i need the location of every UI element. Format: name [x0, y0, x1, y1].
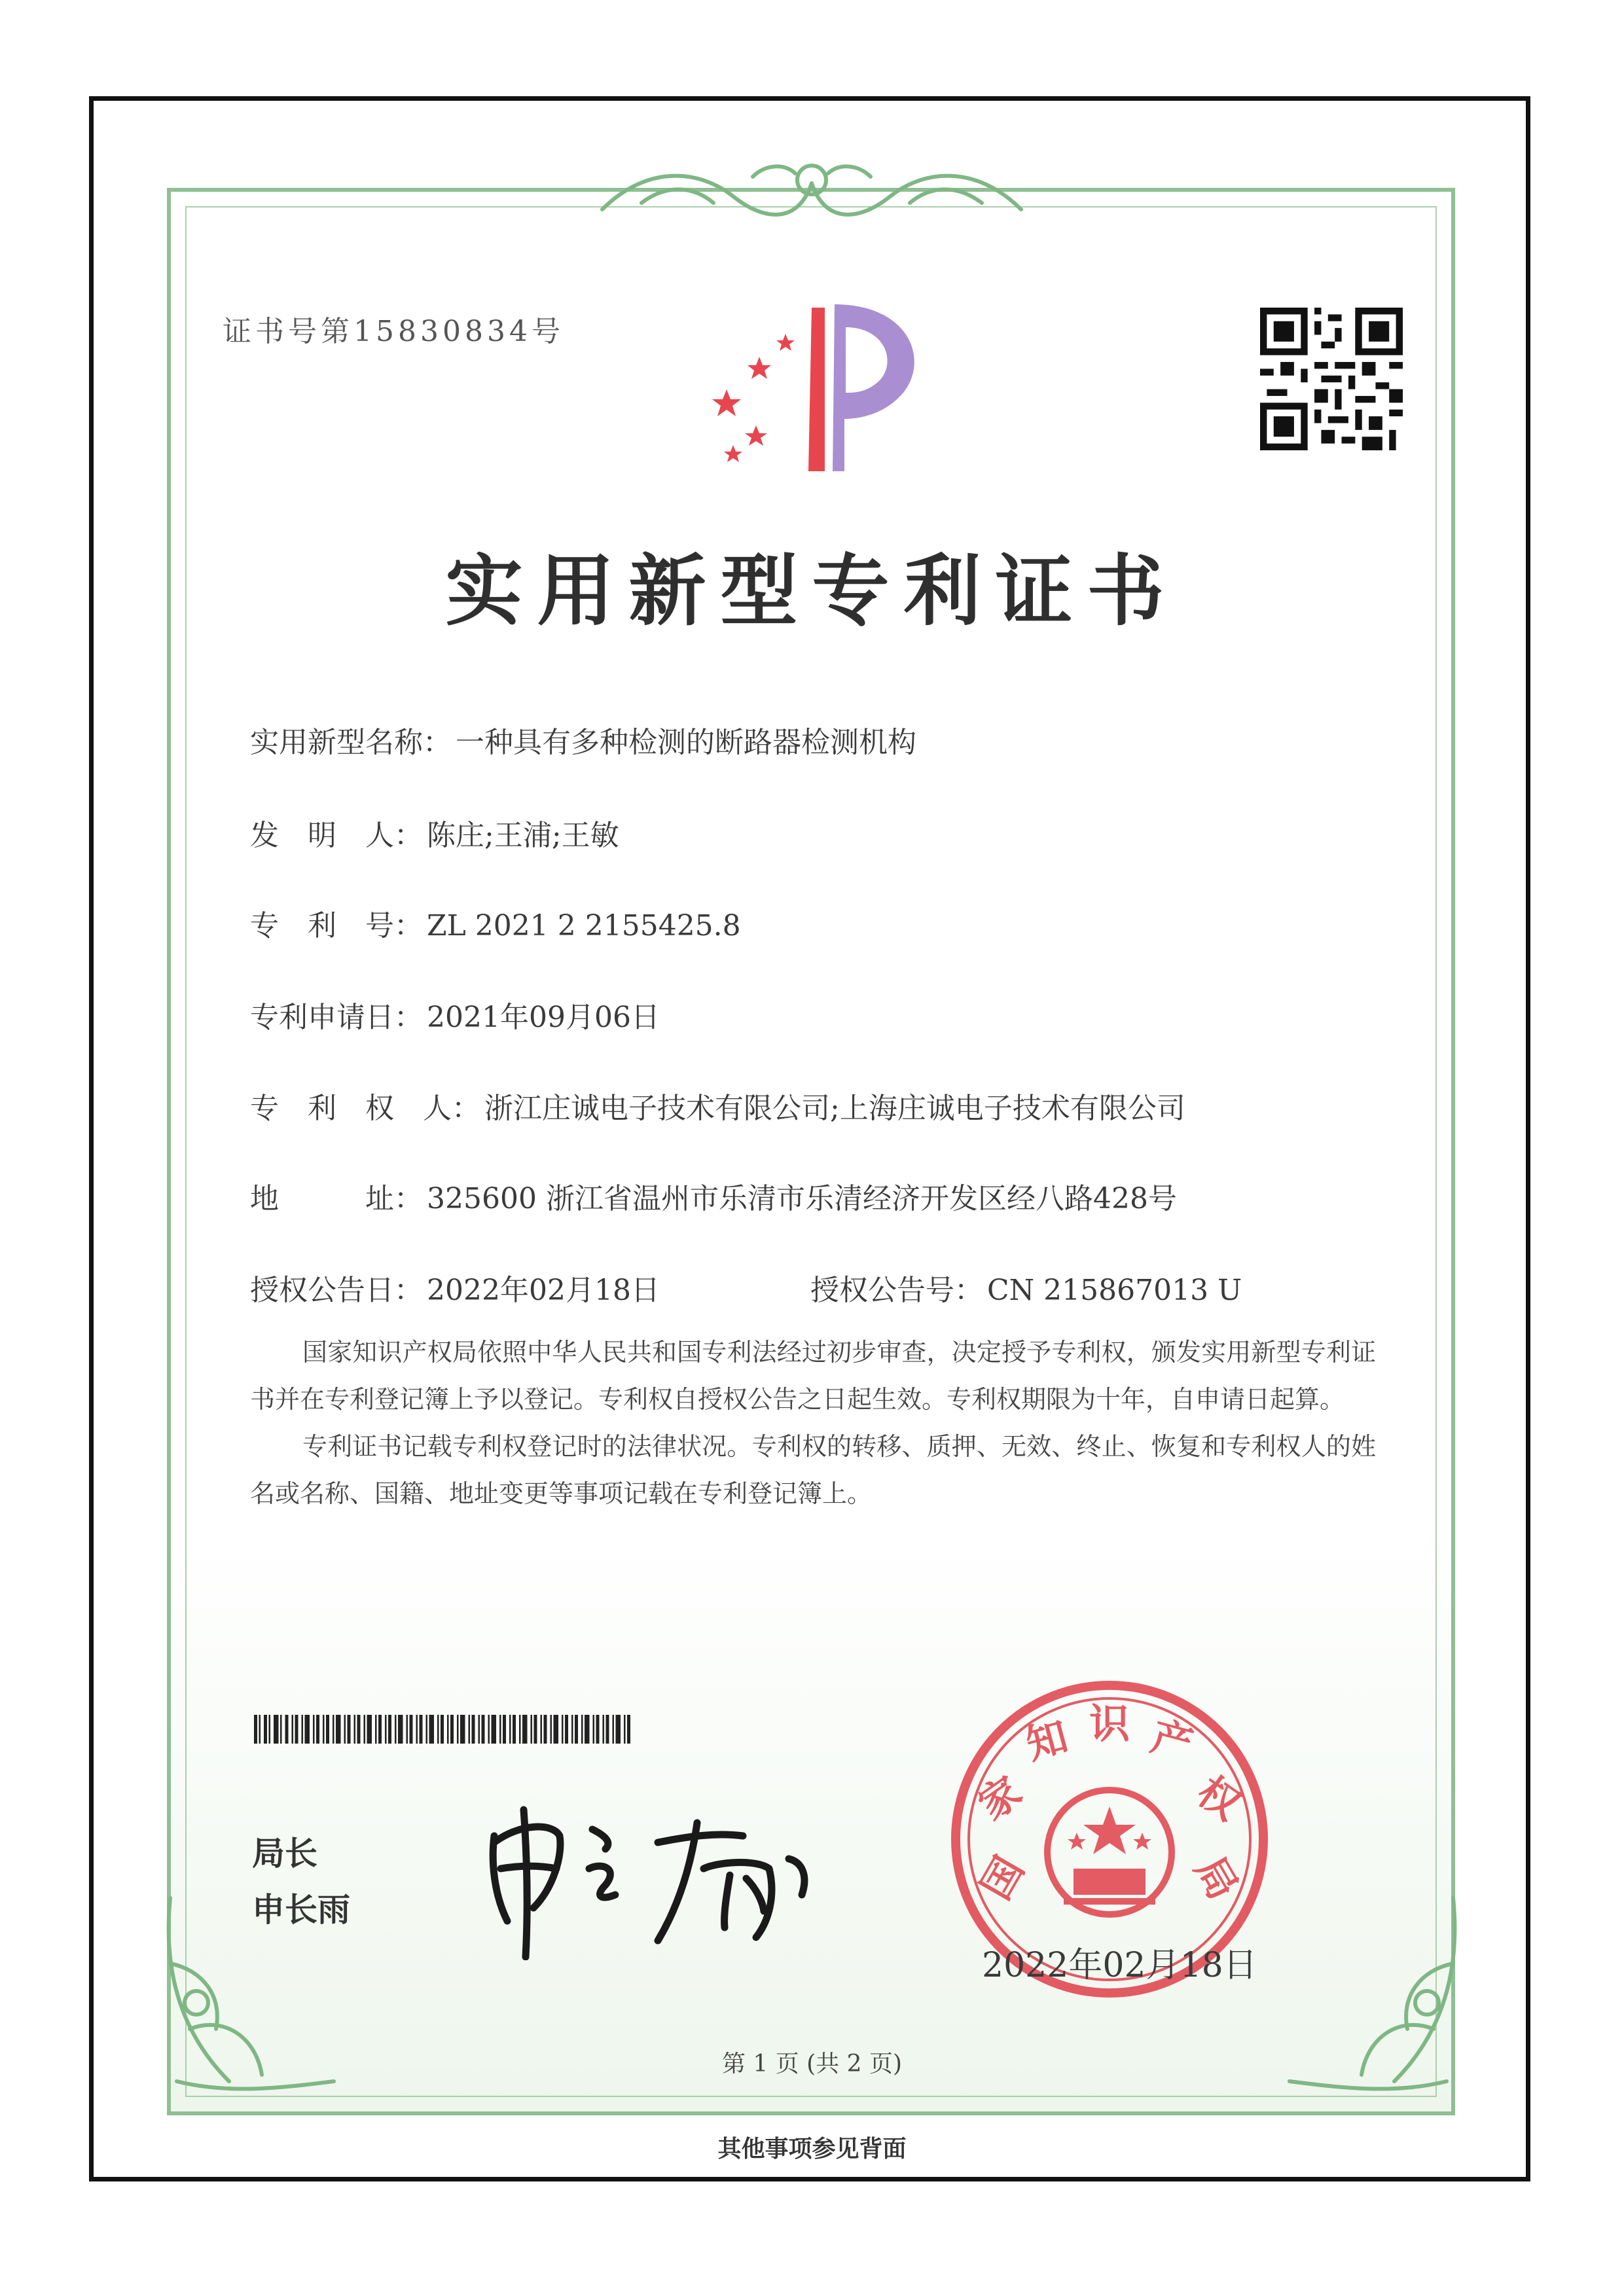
back-note: 其他事项参见背面 — [717, 2135, 907, 2162]
field-label: 专 利 号： — [250, 909, 423, 942]
field-label: 实用新型名称： — [250, 726, 452, 759]
legal-statement — [250, 1329, 1376, 1517]
qr-code-icon — [1260, 308, 1403, 450]
svg-text:国: 国 — [971, 1848, 1034, 1908]
page-indicator: 第 1 页 (共 2 页) — [721, 2051, 903, 2077]
field-label: 专 利 权 人： — [250, 1092, 480, 1125]
barcode-icon — [254, 1715, 630, 1744]
certificate-title: 实用新型专利证书 — [445, 545, 1179, 636]
field-label: 授权公告日： — [250, 1274, 423, 1307]
certificate-number: 证书号第15830834号 — [223, 315, 564, 348]
svg-text:家: 家 — [969, 1767, 1031, 1830]
field-value: ZL 2021 2 2155425.8 — [427, 909, 741, 942]
field-value: 2021年09月06日 — [427, 1001, 660, 1034]
cnipa-logo-icon — [694, 288, 943, 478]
seal-date: 2022年02月18日 — [982, 1946, 1257, 1985]
signature — [481, 1797, 821, 1960]
svg-text:局: 局 — [1185, 1848, 1248, 1908]
field-label: 授权公告号： — [810, 1274, 983, 1307]
field-address — [250, 1175, 1177, 1217]
field-utility-model-name — [250, 719, 916, 761]
signer-name: 申长雨 — [252, 1891, 350, 1929]
field-patent-number — [250, 902, 741, 944]
field-value: 陈庄;王浦;王敏 — [427, 819, 619, 852]
field-patentee — [250, 1085, 1185, 1126]
top-ornament — [589, 151, 1034, 229]
field-label: 专利申请日： — [250, 1001, 423, 1034]
field-application-date — [250, 994, 660, 1035]
field-label: 地 址： — [250, 1182, 423, 1215]
svg-text:产: 产 — [1146, 1712, 1198, 1769]
field-label: 发 明 人： — [250, 819, 423, 852]
statement-paragraph: 国家知识产权局依照中华人民共和国专利法经过初步审查，决定授予专利权，颁发实用新型专利证书并在专利登记簿上予以登记。专利权自授权公告之日起生效。专利权期限为十年，自申请日起算。 — [250, 1338, 1376, 1414]
field-value: 一种具有多种检测的断路器检测机构 — [456, 726, 916, 759]
field-value: CN 215867013 U — [987, 1274, 1242, 1307]
field-value: 2022年02月18日 — [427, 1274, 660, 1307]
field-value: 浙江庄诚电子技术有限公司;上海庄诚电子技术有限公司 — [484, 1092, 1185, 1125]
field-grant-number — [810, 1266, 1242, 1308]
field-grant-date — [250, 1266, 660, 1308]
signer-title: 局长 — [252, 1835, 317, 1873]
field-value: 325600 浙江省温州市乐清市乐清经济开发区经八路428号 — [427, 1182, 1177, 1215]
svg-text:识: 识 — [1089, 1700, 1130, 1748]
field-inventors — [250, 812, 619, 853]
statement-paragraph: 专利证书记载专利权登记时的法律状况。专利权的转移、质押、无效、终止、恢复和专利权人的姓名或名称、国籍、地址变更等事项记载在专利登记簿上。 — [250, 1432, 1376, 1508]
svg-text:知: 知 — [1021, 1712, 1073, 1769]
svg-text:权: 权 — [1188, 1767, 1250, 1830]
